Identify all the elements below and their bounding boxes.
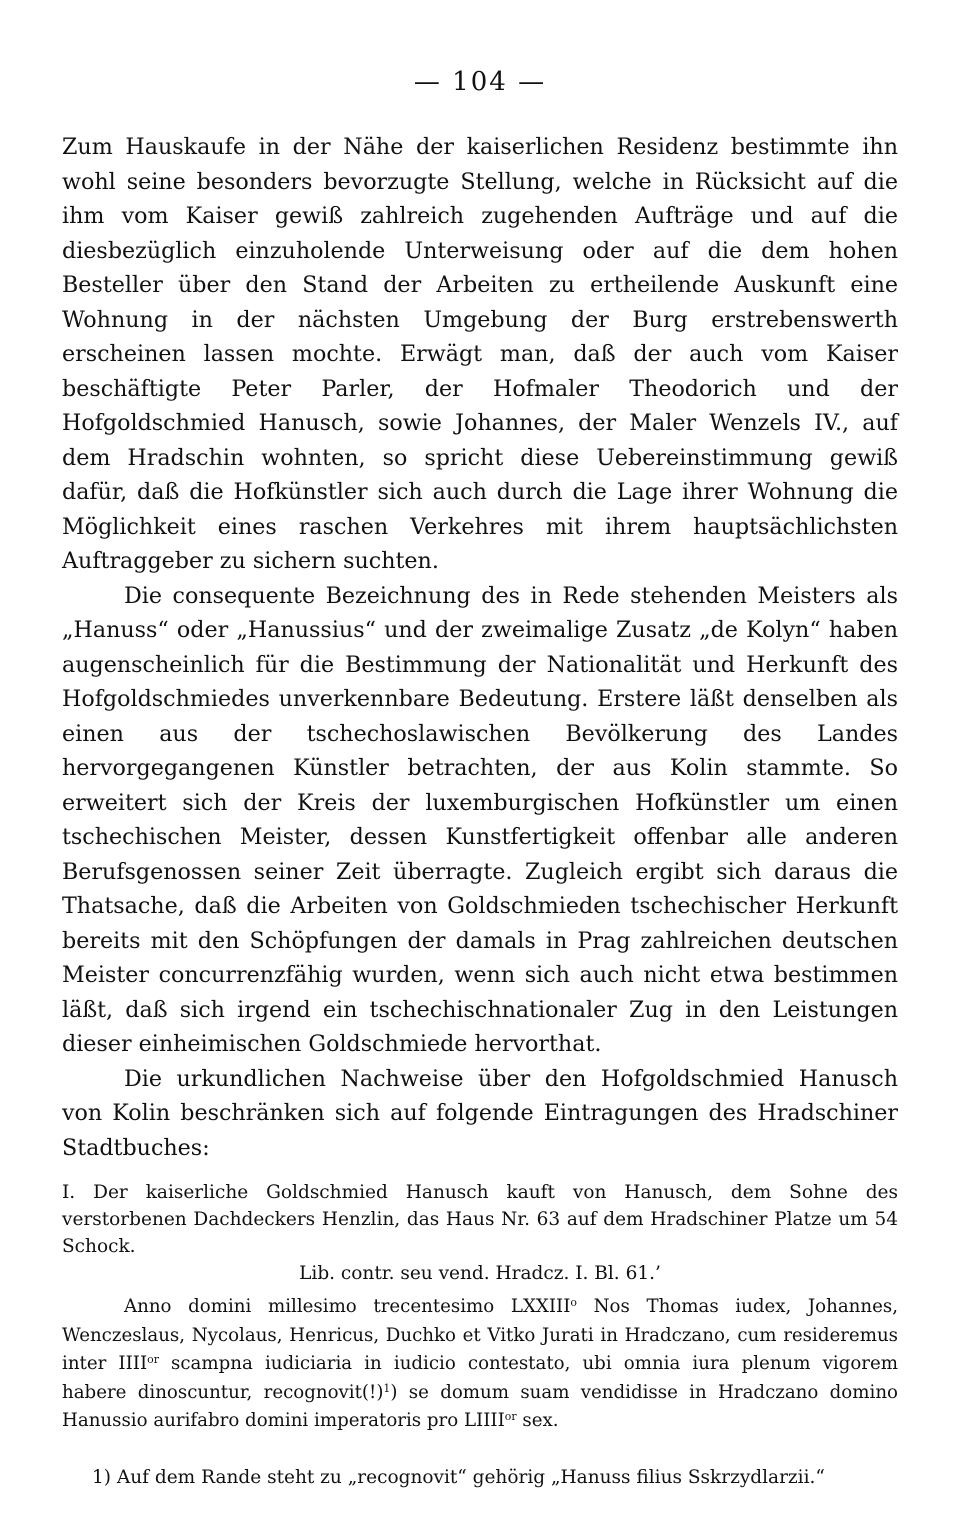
footnote-text: Auf dem Rande steht zu „recognovit“ gehörig „Hanuss filius Sskrzydlarzii.“ [116, 1466, 825, 1488]
paragraph-nationality: Die consequente Bezeichnung des in Rede stehenden Meisters als „Hanuss“ oder „Hanussius“ und der zweimalige Zusatz „de Kolyn“ haben augenscheinlich für die Bestimmung der Nationalität und Herkunft des Hofgoldschmiedes unverkennbare Bedeutung. Erstere läßt denselben als einen aus der tschechoslawischen Bevölkerung des Landes hervorgegangenen Künstler betrachten, der aus Kolin stammte. So erweitert sich der Kreis der luxemburgischen Hofkünstler um einen tschechischen Meister, dessen Kunstfertigkeit offenbar alle anderen Berufsgenossen seiner Zeit überragte. Zugleich ergibt sich daraus die Thatsache, daß die Arbeiten von Goldschmieden tschechischer Herkunft bereits mit den Schöpfungen der damals in Prag zahlreichen deutschen Meister concurrenzfähig wurden, wenn sich auch nicht etwa bestimmen läßt, daß sich irgend ein tschechischnationaler Zug in den Leistungen dieser einheimischen Goldschmiede hervorthat. [62, 582, 898, 1057]
latin-superscript: or [147, 1353, 159, 1366]
record-entry-reference: Lib. contr. seu vend. Hradcz. I. Bl. 61.’ [299, 1263, 661, 1284]
latin-text-part: Nos Thomas iudex, Johannes, Wenczeslaus, Nycolaus, Henricus, Duchko et Vitko Jurati in Hradczano, cum resideremus inter IIII [62, 1296, 898, 1374]
footnote-reference: 1 [383, 1381, 391, 1395]
latin-text-part: ) se domum suam vendidisse in Hradczano domino Hanussio aurifabro domini imperatoris pro LIIII [62, 1381, 898, 1431]
paragraph-residence: Zum Hauskaufe in der Nähe der kaiserlichen Residenz bestimmte ihn wohl seine besonders bevorzugte Stellung, welche in Rücksicht auf die ihm vom Kaiser gewiß zahlreich zugehenden Aufträge und auf die diesbezüglich einzuholende Unterweisung oder auf die dem hohen Besteller über den Stand der Arbeiten zu ertheilende Auskunft eine Wohnung in der nächsten Umgebung der Burg erstrebenswerth erscheinen lassen mochte. Erwägt man, daß der auch vom Kaiser beschäftigte Peter Parler, der Hofmaler Theodorich und der Hofgoldschmied Hanusch, sowie Johannes, der Maler Wenzels IV., auf dem Hradschin wohnten, so spricht diese Uebereinstimmung gewiß dafür, daß die Hofkünstler sich auch durch die Lage ihrer Wohnung die Möglichkeit eines raschen Verkehres mit ihrem hauptsächlichsten Auftraggeber zu sichern suchten. [62, 134, 898, 574]
latin-text-part: sex. [516, 1410, 559, 1431]
page-number: — 104 — [413, 67, 547, 97]
footnote [92, 1464, 898, 1491]
record-entry-text: I. Der kaiserliche Goldschmied Hanusch kauft von Hanusch, dem Sohne des verstorbenen Dachdeckers Henzlin, das Haus Nr. 63 auf dem Hradschiner Platze um 54 Schock. [62, 1182, 898, 1257]
latin-text-part: Anno domini millesimo trecentesimo LXXIII [124, 1296, 571, 1317]
latin-quotation [62, 1293, 898, 1436]
paragraph-records-intro: Die urkundlichen Nachweise über den Hofgoldschmied Hanusch von Kolin beschränken sich auf folgende Eintragungen des Hradschiner Stadtbuches: [62, 1065, 898, 1161]
footnote-marker: 1) [92, 1466, 111, 1488]
latin-superscript: o [570, 1296, 577, 1309]
body-text [62, 130, 898, 1165]
record-entry [62, 1179, 898, 1287]
latin-superscript: or [504, 1410, 517, 1423]
document-page [62, 62, 898, 1491]
latin-text-part: scampna iudiciaria in iudicio contestato, ubi omnia iura plenum vigorem habere dinoscuntur, recognovit(!) [62, 1353, 898, 1403]
